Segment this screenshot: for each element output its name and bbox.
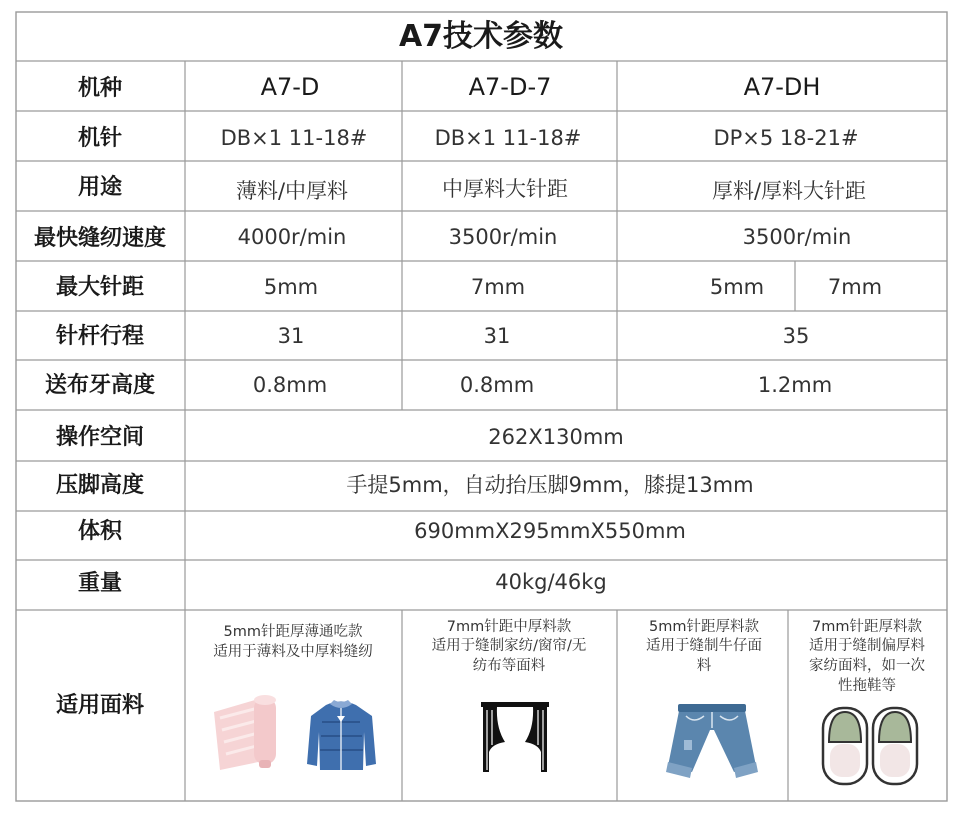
curtain-icon [481, 702, 549, 772]
fabric-note-line: 纺布等面料 [472, 658, 546, 674]
needle-value: DB×1 11-18# [434, 126, 582, 150]
row-label-needle-bar: 针杆行程 [55, 324, 145, 349]
needle-bar-value: 31 [277, 324, 305, 348]
slippers-icon [823, 708, 917, 784]
usage-value: 薄料/中厚料 [235, 179, 349, 203]
fabric-note-line: 料 [696, 658, 712, 674]
usage-value: 中厚料大针距 [442, 177, 568, 201]
stitch-value: 7mm [827, 275, 883, 299]
fabric-note-line: 适用于缝制家纺/窗帘/无 [431, 638, 587, 654]
fabric-note-line: 适用于缝制牛仔面 [646, 638, 762, 654]
speed-value: 3500r/min [742, 225, 852, 249]
fabric-roll-icon [214, 695, 276, 770]
row-label-needle: 机针 [77, 126, 123, 151]
weight-value: 40kg/46kg [495, 570, 607, 594]
row-label-weight: 重量 [77, 571, 123, 596]
fabric-note-line: 家纺面料，如一次 [809, 658, 925, 674]
volume-value: 690mmX295mmX550mm [414, 519, 686, 543]
feed-dog-value: 0.8mm [252, 373, 328, 397]
presser-value: 手提5mm，自动抬压脚9mm，膝提13mm [346, 473, 754, 497]
fabric-note-line: 适用于缝制偏厚料 [809, 638, 925, 654]
row-label-max-stitch: 最大针距 [55, 275, 145, 300]
jeans-shorts-icon [666, 704, 758, 778]
row-label-model: 机种 [77, 76, 123, 101]
speed-value: 4000r/min [237, 225, 347, 249]
feed-dog-value: 0.8mm [459, 373, 535, 397]
stitch-value: 5mm [263, 275, 319, 299]
down-jacket-icon [307, 700, 376, 770]
workspace-value: 262X130mm [488, 425, 624, 449]
model-a7-d: A7-D [260, 73, 320, 101]
stitch-value: 5mm [709, 275, 765, 299]
row-label-volume: 体积 [77, 519, 123, 544]
row-label-fabric: 适用面料 [55, 693, 145, 718]
feed-dog-value: 1.2mm [757, 373, 833, 397]
table-grid [16, 61, 947, 801]
fabric-note-line: 5mm针距厚薄通吃款 [223, 624, 363, 640]
row-label-presser: 压脚高度 [55, 473, 145, 498]
fabric-note-line: 性拖鞋等 [838, 678, 896, 694]
table-title: A7技术参数 [398, 19, 564, 54]
stitch-value: 7mm [470, 275, 526, 299]
needle-value: DP×5 18-21# [713, 126, 859, 150]
speed-value: 3500r/min [448, 225, 558, 249]
model-a7-d-7: A7-D-7 [468, 73, 552, 101]
row-label-workspace: 操作空间 [55, 425, 145, 450]
fabric-note-line: 7mm针距厚料款 [812, 619, 922, 635]
row-label-usage: 用途 [77, 175, 123, 200]
usage-value: 厚料/厚料大针距 [711, 179, 867, 203]
row-label-max-speed: 最快缝纫速度 [33, 226, 167, 251]
fabric-note-line: 适用于薄料及中厚料缝纫 [213, 644, 373, 660]
fabric-note-line: 5mm针距厚料款 [649, 619, 759, 635]
needle-bar-value: 35 [782, 324, 810, 348]
row-label-feed-dog: 送布牙高度 [44, 373, 156, 398]
model-a7-dh: A7-DH [743, 73, 821, 101]
needle-value: DB×1 11-18# [220, 126, 368, 150]
needle-bar-value: 31 [483, 324, 511, 348]
fabric-note-line: 7mm针距中厚料款 [446, 619, 572, 635]
